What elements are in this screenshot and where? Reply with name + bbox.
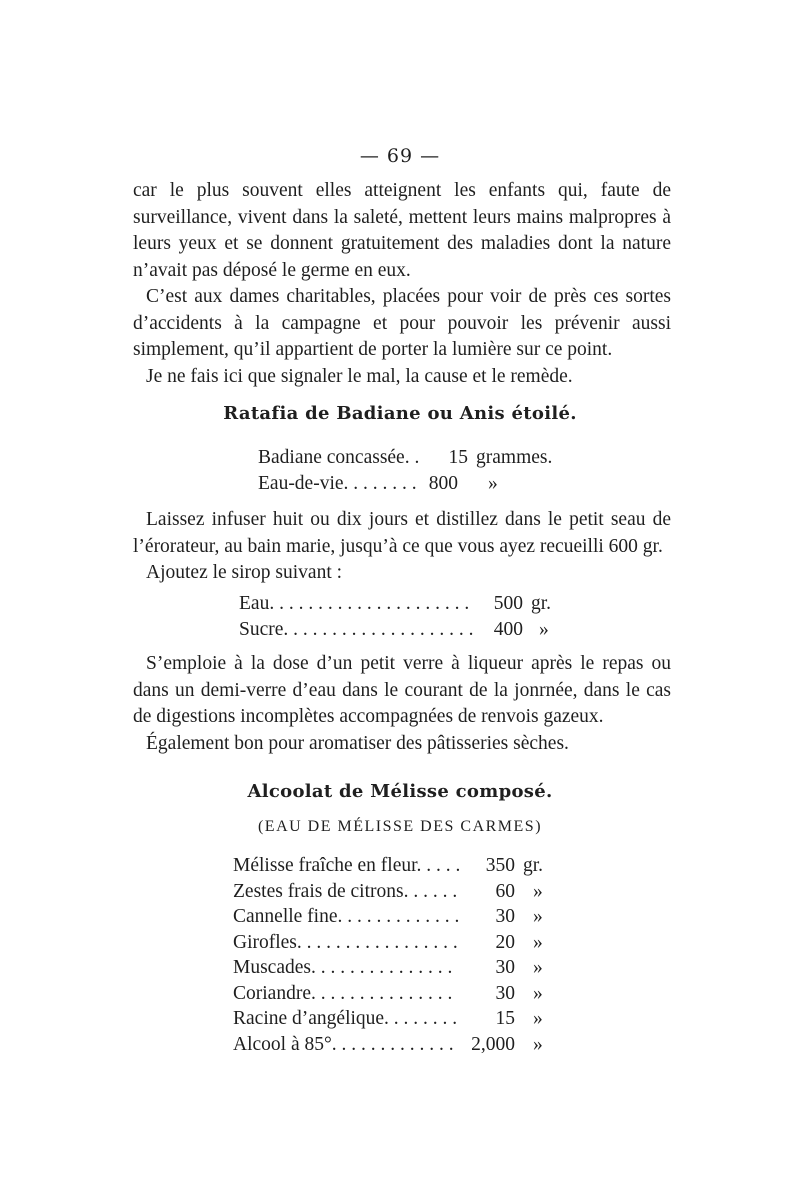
ingredient-row [239, 619, 579, 645]
ingredient-unit: » [533, 982, 543, 1004]
instruction-paragraph: Laissez infuser huit ou dix jours et distillez dans le petit seau de l’érorateur, au bain marie, jusqu’à ce que vous ayez recueilli 600 gr. [133, 509, 671, 557]
ingredient-unit: » [533, 880, 543, 902]
intro-paragraph: C’est aux dames charitables, placées pour voir de près ces sortes d’accidents à la campagne et pour pouvoir les prévenir aussi simplement, qu’il appartient de porter la lumière sur ce point. [133, 286, 671, 360]
ingredient-qty: 60 [495, 880, 515, 902]
ingredient-row [233, 983, 573, 1009]
ingredient-unit: » [533, 1033, 543, 1055]
ingredient-name: Badiane concassée. . [258, 447, 420, 468]
ingredient-name: Eau. . . . . . . . . . . . . . . . . . . . . [239, 593, 470, 614]
ingredient-name: Zestes frais de citrons. . . . . . [233, 880, 458, 902]
ingredient-unit: » [488, 472, 498, 494]
ingredient-name: Girofles. . . . . . . . . . . . . . . . . [233, 931, 458, 953]
ingredient-unit: » [533, 1008, 543, 1029]
ingredient-qty: 800 [428, 472, 458, 494]
ingredient-qty: 350 [485, 855, 515, 876]
instructions-ratafia [133, 507, 671, 587]
ingredient-unit: » [533, 957, 543, 978]
ingredient-row [233, 932, 573, 958]
ingredient-qty: 30 [495, 906, 515, 927]
ingredient-unit: gr. [531, 593, 552, 614]
intro-text [133, 178, 671, 390]
ingredient-row [233, 1034, 573, 1060]
ingredient-unit: » [539, 618, 549, 640]
ingredient-qty: 400 [493, 618, 523, 640]
intro-paragraph: Je ne fais ici que signaler le mal, la cause et le remède. [146, 365, 573, 387]
ingredient-qty: 500 [493, 593, 523, 614]
usage-paragraph: S’emploie à la dose d’un petit verre à liqueur après le repas ou dans un demi-verre d’eau dans le courant de la jonrnée, dans le cas de digestions incomplètes accompagnées de renvois gazeux. [133, 653, 671, 727]
usage-paragraph: Également bon pour aromatiser des pâtisseries sèches. [146, 732, 569, 754]
ingredient-unit: » [533, 906, 543, 927]
recipe-subtitle-melisse: (EAU DE MÉLISSE DES CARMES) [257, 818, 543, 835]
ingredient-unit: gr. [523, 855, 544, 876]
ingredient-row [233, 855, 573, 881]
ingredient-row [233, 957, 573, 983]
page-number: — 69 — [359, 145, 441, 167]
intro-paragraph: car le plus souvent elles atteignent les enfants qui, faute de surveillance, vivent dans la saleté, mettent leurs mains malpropres à leurs yeux et se donnent gratuitement des maladies dont la nature n’avait pas déposé le germe en eux. [133, 180, 671, 281]
instruction-paragraph: Ajoutez le sirop suivant : [146, 562, 343, 583]
ingredient-name: Mélisse fraîche en fleur. . . . . [233, 855, 461, 876]
ingredient-name: Racine d’angélique. . . . . . . . [233, 1008, 458, 1029]
ingredient-row [233, 881, 573, 907]
recipe-title-melisse: Alcoolat de Mélisse composé. [247, 781, 553, 802]
ingredient-row [258, 447, 558, 473]
ingredient-row [233, 1008, 573, 1034]
ingredient-name: Sucre. . . . . . . . . . . . . . . . . . . . [239, 618, 474, 640]
syrup-list [239, 593, 579, 644]
ingredient-name: Muscades. . . . . . . . . . . . . . . [233, 957, 453, 978]
ingredient-qty: 30 [495, 957, 515, 978]
ingredient-qty: 20 [495, 931, 515, 953]
ingredient-list-ratafia [258, 447, 558, 498]
ingredient-name: Coriandre. . . . . . . . . . . . . . . [233, 982, 453, 1004]
ingredient-qty: 15 [448, 447, 468, 468]
ingredient-row [258, 473, 558, 499]
ingredient-name: Cannelle fine. . . . . . . . . . . . . [233, 906, 460, 927]
ingredient-qty: 30 [495, 982, 515, 1004]
ingredient-unit: » [533, 931, 543, 953]
usage-ratafia [133, 651, 671, 757]
ingredient-name: Eau-de-vie. . . . . . . . [258, 472, 417, 494]
ingredient-name: Alcool à 85°. . . . . . . . . . . . . [233, 1033, 454, 1055]
ingredient-qty: 2,000 [471, 1033, 515, 1055]
ingredient-list-melisse [233, 855, 573, 1059]
ingredient-qty: 15 [495, 1008, 515, 1029]
ingredient-unit: grammes. [476, 447, 553, 468]
recipe-title-ratafia: Ratafia de Badiane ou Anis étoilé. [223, 403, 577, 424]
ingredient-row [233, 906, 573, 932]
ingredient-row [239, 593, 579, 619]
